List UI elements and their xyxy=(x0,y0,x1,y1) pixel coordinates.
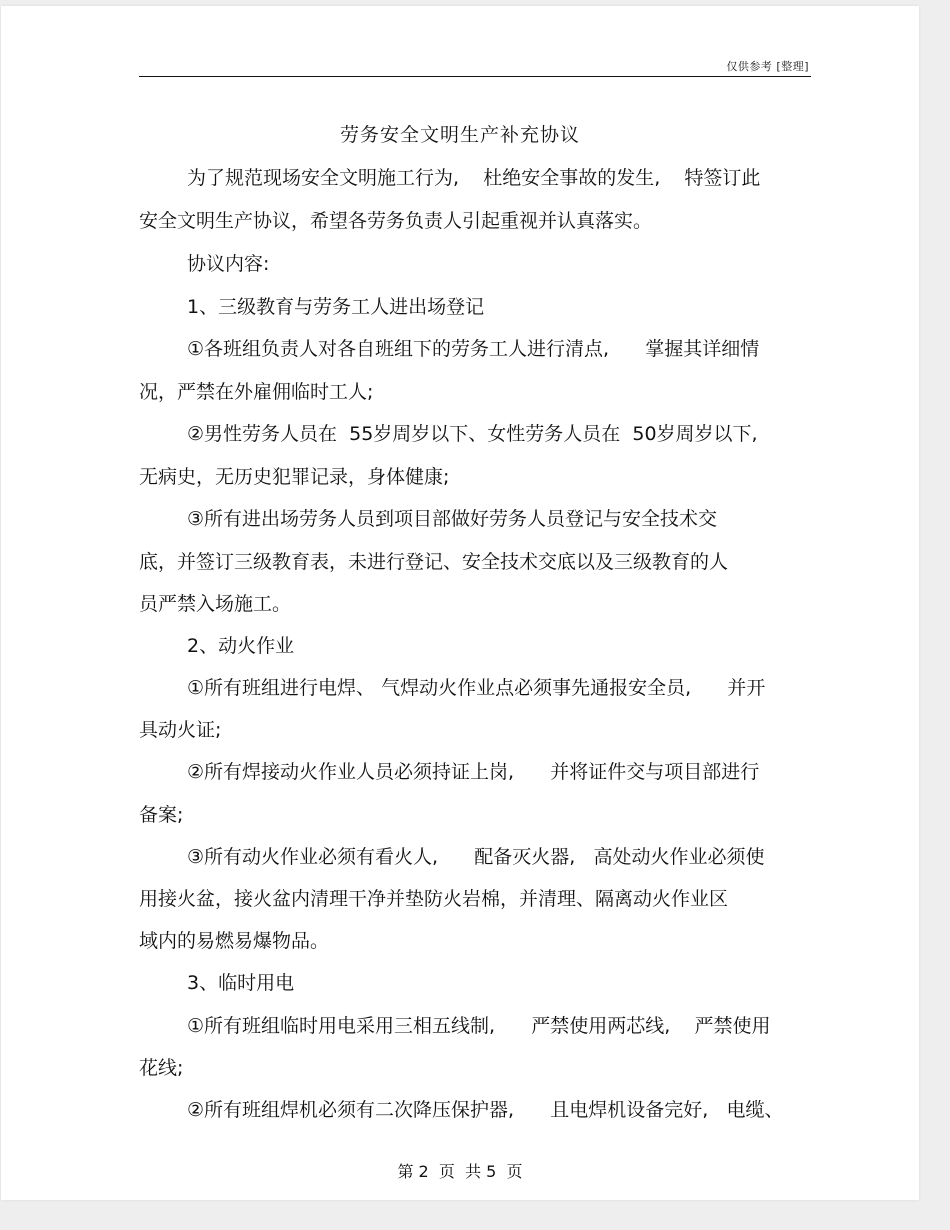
body-line: ②所有焊接动火作业人员必须持证上岗, 并将证件交与项目部进行 xyxy=(187,761,760,783)
body-line: 底，并签订三级教育表，未进行登记、安全技术交底以及三级教育的人 xyxy=(139,551,729,573)
page-number: 第 2 页 共 5 页 xyxy=(397,1162,523,1181)
body-line: 员严禁入场施工。 xyxy=(139,593,292,615)
body-line: 备案; xyxy=(139,804,184,826)
section-heading: 1、三级教育与劳务工人进出场登记 xyxy=(187,296,485,318)
section-heading: 3、临时用电 xyxy=(187,972,295,994)
body-line: 无病史，无历史犯罪记录，身体健康; xyxy=(139,466,450,488)
body-line: 安全文明生产协议，希望各劳务负责人引起重视并认真落实。 xyxy=(139,210,653,232)
document-title: 劳务安全文明生产补充协议 xyxy=(339,124,580,146)
body-line: 花线; xyxy=(139,1057,184,1079)
body-line: ①各班组负责人对各自班组下的劳务工人进行清点, 掌握其详细情 xyxy=(187,338,760,360)
header-divider xyxy=(139,76,811,77)
body-line: 为了规范现场安全文明施工行为, 杜绝安全事故的发生, 特签订此 xyxy=(187,167,761,189)
document-page xyxy=(1,6,919,1200)
body-line: ①所有班组进行电焊、 气焊动火作业点必须事先通报安全员, 并开 xyxy=(187,677,766,699)
body-line: ①所有班组临时用电采用三相五线制, 严禁使用两芯线, 严禁使用 xyxy=(187,1015,771,1037)
body-line: 况，严禁在外雇佣临时工人; xyxy=(139,381,374,403)
body-line: 用接火盆，接火盆内清理干净并垫防火岩棉，并清理、隔离动火作业区 xyxy=(139,888,729,910)
body-line: ②所有班组焊机必须有二次降压保护器, 且电焊机设备完好, 电缆、 xyxy=(187,1099,784,1121)
section-heading: 2、动火作业 xyxy=(187,635,295,657)
body-line: ③所有进出场劳务人员到项目部做好劳务人员登记与安全技术交 xyxy=(187,508,718,530)
body-line: ②男性劳务人员在 55岁周岁以下、女性劳务人员在 50岁周岁以下, xyxy=(187,423,758,445)
header-note: 仅供参考 [整理] xyxy=(726,60,809,73)
body-line: ③所有动火作业必须有看火人, 配备灭火器, 高处动火作业必须使 xyxy=(187,846,765,868)
body-line: 域内的易燃易爆物品。 xyxy=(139,930,330,952)
body-line: 协议内容: xyxy=(187,253,270,275)
body-line: 具动火证; xyxy=(139,719,222,741)
